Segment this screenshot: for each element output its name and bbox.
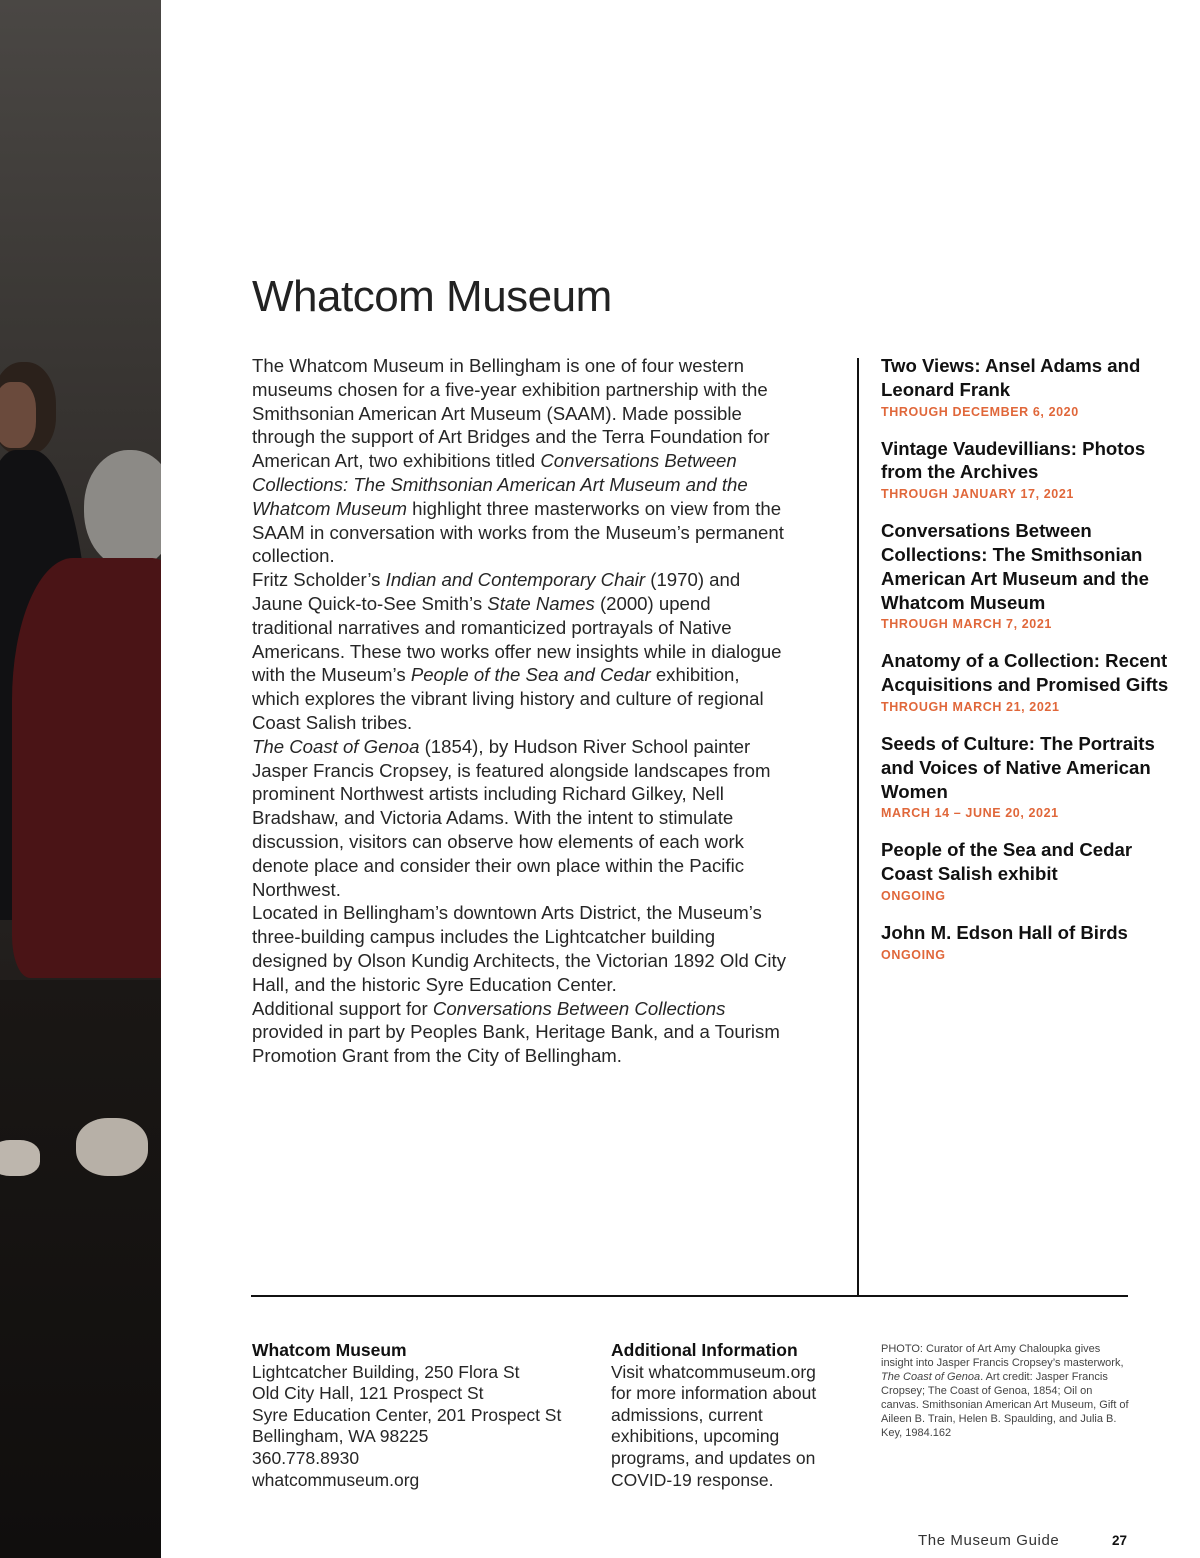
exhibition-title: People of the Sea and Cedar Coast Salish exhibit: [881, 839, 1133, 885]
page-title: Whatcom Museum: [252, 272, 612, 321]
photo-credit: PHOTO: Curator of Art Amy Chaloupka gives insight into Jasper Francis Cropsey’s masterwork, The Coast of Genoa. Art credit: Jasper Francis Cropsey; The Coast of Genoa, 1854; Oil on canvas. Smithsonian American Art Museum, Gift of Aileen B. Train, Helen B. Spaulding, and Julia B. Key, 1984.162: [881, 1343, 1129, 1439]
exhibition-date: THROUGH JANUARY 17, 2021: [881, 487, 1074, 502]
address-line: Lightcatcher Building, 250 Flora St: [252, 1361, 520, 1382]
info-block: [611, 1340, 836, 1491]
exhibition-item: [881, 921, 1181, 962]
exhibition-title: Conversations Between Collections: The Smithsonian American Art Museum and the Whatcom Museum: [881, 520, 1149, 613]
exhibition-title: Vintage Vaudevillians: Photos from the Archives: [881, 437, 1146, 483]
address-line: Bellingham, WA 98225: [252, 1426, 429, 1447]
exhibition-list: [881, 354, 1181, 980]
contact-block: [252, 1340, 582, 1491]
exhibition-title: Two Views: Ansel Adams and Leonard Frank: [881, 355, 1141, 400]
article-body: [252, 354, 792, 1068]
photo-visitor-head: [84, 450, 161, 568]
footer-divider: [251, 1295, 1128, 1297]
exhibition-title: John M. Edson Hall of Birds: [881, 921, 1128, 943]
photo-shoe-left: [0, 1140, 40, 1176]
exhibition-item: [881, 732, 1181, 820]
photo-person-face: [0, 382, 36, 448]
photo-shoe-right: [76, 1118, 148, 1176]
body-paragraph: Fritz Scholder’s Indian and Contemporary Chair (1970) and Jaune Quick-to-See Smith’s State Names (2000) upend traditional narratives and romanticized portrayals of Native Americans. These two works offer new insights while in dialogue with the Museum’s People of the Sea and Cedar exhibition, which explores the vibrant living history and culture of regional Coast Salish tribes.: [252, 569, 782, 733]
page-number: 27: [1112, 1533, 1128, 1548]
exhibition-date: ONGOING: [881, 888, 946, 903]
exhibition-date: MARCH 14 – JUNE 20, 2021: [881, 806, 1059, 821]
column-divider: [857, 358, 859, 1296]
exhibition-title: Anatomy of a Collection: Recent Acquisitions and Promised Gifts: [881, 650, 1169, 696]
body-paragraph: Located in Bellingham’s downtown Arts District, the Museum’s three-building campus includes the Lightcatcher building designed by Olson Kundig Architects, the Victorian 1892 Old City Hall, and the historic Syre Education Center.: [252, 902, 787, 995]
exhibition-date: THROUGH MARCH 21, 2021: [881, 699, 1060, 714]
contact-heading: Whatcom Museum: [252, 1340, 407, 1360]
body-paragraph: The Coast of Genoa (1854), by Hudson River School painter Jasper Francis Cropsey, is featured alongside landscapes from prominent Northwest artists including Richard Gilkey, Nell Bradshaw, and Victoria Adams. With the intent to stimulate discussion, visitors can observe how elements of each work denote place and consider their own place within the Pacific Northwest.: [252, 735, 771, 900]
publication-name: The Museum Guide: [918, 1532, 1060, 1549]
address-line: Syre Education Center, 201 Prospect St: [252, 1404, 562, 1425]
exhibition-item: [881, 437, 1181, 502]
info-heading: Additional Information: [611, 1340, 798, 1360]
exhibition-item: [881, 838, 1181, 903]
exhibition-item: [881, 519, 1181, 631]
exhibition-title: Seeds of Culture: The Portraits and Voices of Native American Women: [881, 732, 1155, 802]
cover-photo: [0, 0, 161, 1558]
body-paragraph: The Whatcom Museum in Bellingham is one of four western museums chosen for a five-year exhibition partnership with the Smithsonian American Art Museum (SAAM). Made possible through the support of Art Bridges and the Terra Foundation for American Art, two exhibitions titled Conversations Between Collections: The Smithsonian American Art Museum and the Whatcom Museum highlight three masterworks on view from the SAAM in conversation with works from the Museum’s permanent collection.: [252, 355, 784, 567]
address-line: Old City Hall, 121 Prospect St: [252, 1383, 484, 1404]
website-link[interactable]: whatcommuseum.org: [252, 1469, 420, 1490]
exhibition-item: [881, 354, 1181, 419]
exhibition-item: [881, 649, 1181, 714]
photo-shadow-floor: [0, 980, 161, 1558]
exhibition-date: THROUGH MARCH 7, 2021: [881, 617, 1052, 632]
exhibition-date: ONGOING: [881, 947, 946, 962]
phone-number: 360.778.8930: [252, 1447, 360, 1468]
photo-visitor-body: [12, 558, 161, 978]
info-text: Visit whatcommuseum.org for more information about admissions, current exhibitions, upcoming programs, and updates on COVID-19 response.: [611, 1361, 817, 1490]
body-paragraph: Additional support for Conversations Between Collections provided in part by Peoples Bank, Heritage Bank, and a Tourism Promotion Grant from the City of Bellingham.: [252, 997, 780, 1067]
exhibition-date: THROUGH DECEMBER 6, 2020: [881, 404, 1079, 419]
